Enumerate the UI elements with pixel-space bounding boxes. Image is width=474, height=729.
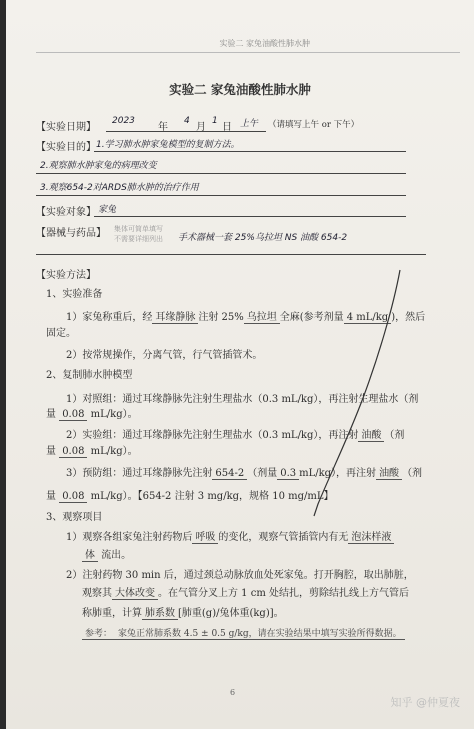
subject-label: 【实验对象】 — [36, 207, 96, 218]
subject-line — [94, 216, 406, 217]
watermark: 知乎 @仲夏夜 — [390, 696, 460, 709]
step-3-1-line-b: 体 流出。 — [82, 546, 131, 562]
purpose-line-1 — [94, 151, 406, 152]
methods-label: 【实验方法】 — [36, 270, 96, 281]
date-underline — [106, 131, 266, 132]
equipment-line — [36, 254, 426, 255]
reference-note: 参考： 家兔正常肺系数 4.5 ± 0.5 g/kg，请在实验结果中填写实验所得数据。 — [82, 626, 405, 640]
purpose-line-2 — [36, 173, 406, 174]
step-2-3-line-b: 量 0.08 mL/kg）。【654-2 注射 3 mg/kg，规格 10 mg/mL】 — [46, 491, 334, 502]
page-number: 6 — [230, 688, 236, 697]
step-1-2: 2）按常规操作，分离气管，行气管插管术。 — [66, 350, 263, 361]
step-3-2-line-a: 2）注射药物 30 min 后，通过颈总动脉放血处死家兔。打开胸腔，取出肺脏， — [66, 570, 414, 581]
date-note: （请填写上午 or 下午） — [268, 120, 360, 130]
pen-mark — [278, 268, 408, 528]
step-2-3-line-a: 3）预防组：通过耳缘静脉先注射 654-2 （剂量 0.3 mL/kg），再注射 油酸 （剂 — [66, 464, 422, 480]
section-1-heading: 1、实验准备 — [46, 289, 103, 300]
purpose-item-1: 1.学习肺水肿家兔模型的复制方法。 — [96, 140, 240, 150]
page-title: 实验二 家兔油酸性肺水肿 — [169, 82, 311, 97]
date-month-unit: 月 — [196, 122, 206, 133]
section-3-heading: 3、观察项目 — [46, 512, 103, 523]
step-3-2-line-b: 观察其 大体改变 。在气管分叉上方 1 cm 处结扎，剪除结扎线上方气管后 — [82, 584, 409, 600]
step-2-2-line-b: 量 0.08 mL/kg）。 — [46, 446, 138, 457]
purpose-item-3: 3.观察654-2对ARDS肺水肿的治疗作用 — [40, 183, 199, 193]
step-2-1-line-b: 量 0.08 mL/kg）。 — [46, 409, 138, 420]
purpose-label: 【实验目的】 — [36, 142, 96, 153]
equipment-label: 【器械与药品】 — [36, 228, 106, 239]
step-1-1-line-b: 固定。 — [46, 328, 76, 339]
date-ampm: 上午 — [240, 119, 259, 129]
equipment-hint-2: 不需要详细列出 — [114, 235, 163, 243]
purpose-item-2: 2.观察肺水肿家兔的病理改变 — [40, 161, 157, 171]
date-month: 4 — [184, 116, 190, 126]
document-page — [6, 0, 474, 729]
section-2-heading: 2、复制肺水肿模型 — [46, 370, 133, 381]
equipment-hint-1: 集体可简单填写 — [114, 225, 163, 233]
step-3-2-line-c: 称肺重，计算 肺系数 [肺重(g)/兔体重(kg)]。 — [82, 604, 284, 620]
date-year: 2023 — [112, 116, 135, 126]
date-day-unit: 日 — [222, 122, 232, 133]
step-2-1-line-a: 1）对照组：通过耳缘静脉先注射生理盐水（0.3 mL/kg），再注射生理盐水（剂 — [66, 394, 419, 405]
date-day: 1 — [212, 116, 218, 126]
equipment-value: 手术器械一套 25%乌拉坦 NS 油酸 654-2 — [178, 233, 348, 243]
subject-value: 家兔 — [98, 205, 117, 215]
date-year-unit: 年 — [158, 122, 168, 133]
purpose-line-3 — [36, 195, 406, 196]
step-1-1-line-a: 1）家兔称重后，经 耳缘静脉 注射 25% 乌拉坦 全麻(参考剂量 4 mL/kg )，然后 — [66, 308, 425, 324]
step-3-1-line-a: 1）观察各组家兔注射药物后 呼吸 的变化，观察气管插管内有无 泡沫样液 — [66, 528, 394, 544]
running-header: 实验二 家兔油酸性肺水肿 — [36, 38, 460, 53]
step-2-2-line-a: 2）实验组：通过耳缘静脉先注射生理盐水（0.3 mL/kg），再注射 油酸 （剂 — [66, 426, 404, 442]
date-label: 【实验日期】 — [36, 122, 96, 133]
